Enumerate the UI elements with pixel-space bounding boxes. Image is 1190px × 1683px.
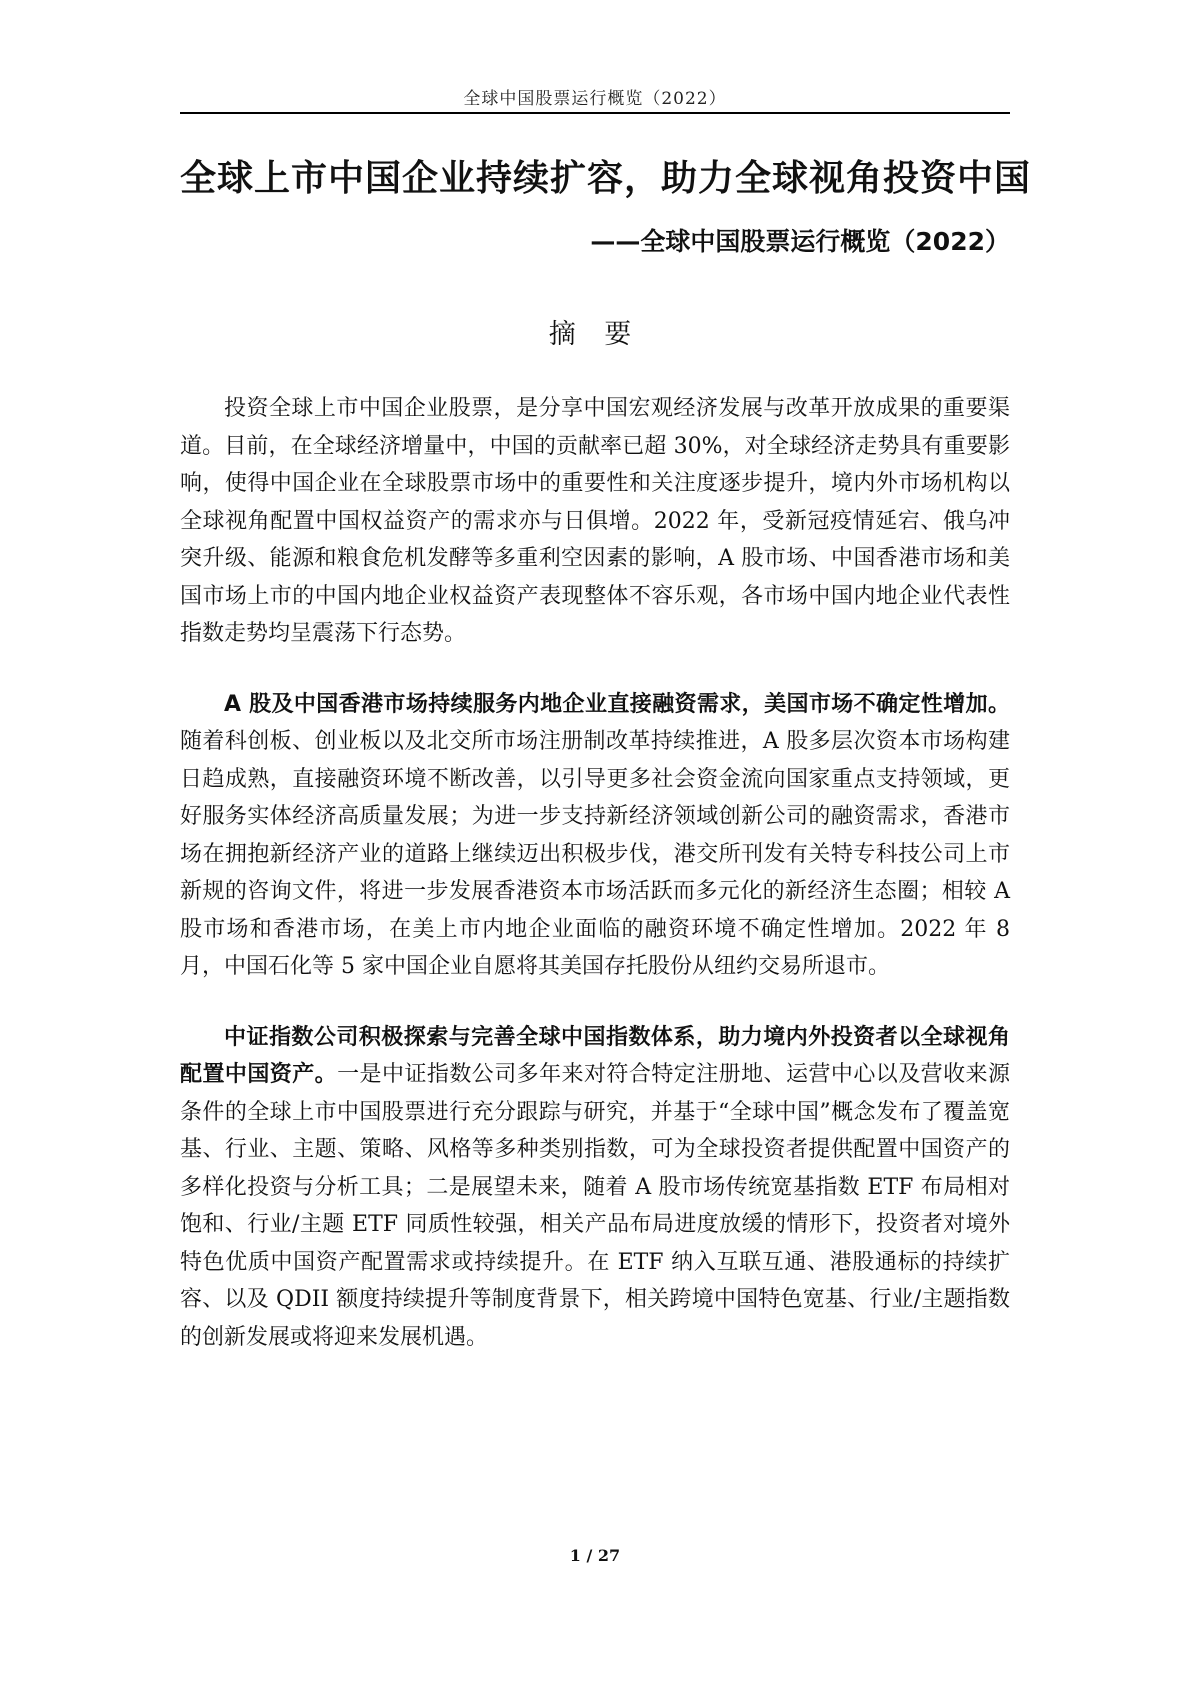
page-number: 1 / 27 — [569, 1546, 621, 1565]
document-subtitle: ——全球中国股票运行概览（2022） — [590, 227, 1010, 256]
paragraph-3-lead: 中证指数公司积极探索与完善全球中国指数体系，助力境内外投资者以全球视角配置中国资产。 — [180, 1024, 1010, 1087]
abstract-heading: 摘 要 — [548, 319, 642, 350]
paragraph-1-text: 投资全球上市中国企业股票，是分享中国宏观经济发展与改革开放成果的重要渠道。目前，在全球经济增量中，中国的贡献率已超 30%，对全球经济走势具有重要影响，使得中国企业在全球股票市场中的重要性和关注度逐步提升，境内外市场机构以全球视角配置中国权益资产的需求亦与日俱增。2022 年，受新冠疫情延宕、俄乌冲突升级、能源和粮食危机发酵等多重利空因素的影响，A 股市场、中国香港市场和美国市场上市的中国内地企业权益资产表现整体不容乐观，各市场中国内地企业代表性指数走势均呈震荡下行态势。 — [180, 396, 1010, 646]
abstract-paragraph-1 — [180, 390, 1010, 653]
abstract-body — [180, 390, 1010, 1389]
paragraph-2-text: 随着科创板、创业板以及北交所市场注册制改革持续推进，A 股多层次资本市场构建日趋成熟，直接融资环境不断改善，以引导更多社会资金流向国家重点支持领域，更好服务实体经济高质量发展；为进一步支持新经济领域创新公司的融资需求，香港市场在拥抱新经济产业的道路上继续迈出积极步伐，港交所刊发有关特专科技公司上市新规的咨询文件，将进一步发展香港资本市场活跃而多元化的新经济生态圈；相较 A 股市场和香港市场，在美上市内地企业面临的融资环境不确定性增加。2022 年 8 月，中国石化等 5 家中国企业自愿将其美国存托股份从纽约交易所退市。 — [180, 729, 1010, 979]
abstract-paragraph-2 — [180, 686, 1010, 986]
running-header: 全球中国股票运行概览（2022） — [463, 89, 727, 109]
header-divider — [180, 112, 1010, 114]
abstract-paragraph-3 — [180, 1019, 1010, 1357]
document-title: 全球上市中国企业持续扩容，助力全球视角投资中国 — [180, 158, 1032, 199]
paragraph-3-text: 一是中证指数公司多年来对符合特定注册地、运营中心以及营收来源条件的全球上市中国股票进行充分跟踪与研究，并基于“全球中国”概念发布了覆盖宽基、行业、主题、策略、风格等多种类别指数，可为全球投资者提供配置中国资产的多样化投资与分析工具；二是展望未来，随着 A 股市场传统宽基指数 ETF 布局相对饱和、行业/主题 ETF 同质性较强，相关产品布局进度放缓的情形下，投资者对境外特色优质中国资产配置需求或持续提升。在 ETF 纳入互联互通、港股通标的持续扩容、以及 QDII 额度持续提升等制度背景下，相关跨境中国特色宽基、行业/主题指数的创新发展或将迎来发展机遇。 — [180, 1062, 1010, 1350]
paragraph-2-lead: A 股及中国香港市场持续服务内地企业直接融资需求，美国市场不确定性增加。 — [224, 691, 1010, 717]
